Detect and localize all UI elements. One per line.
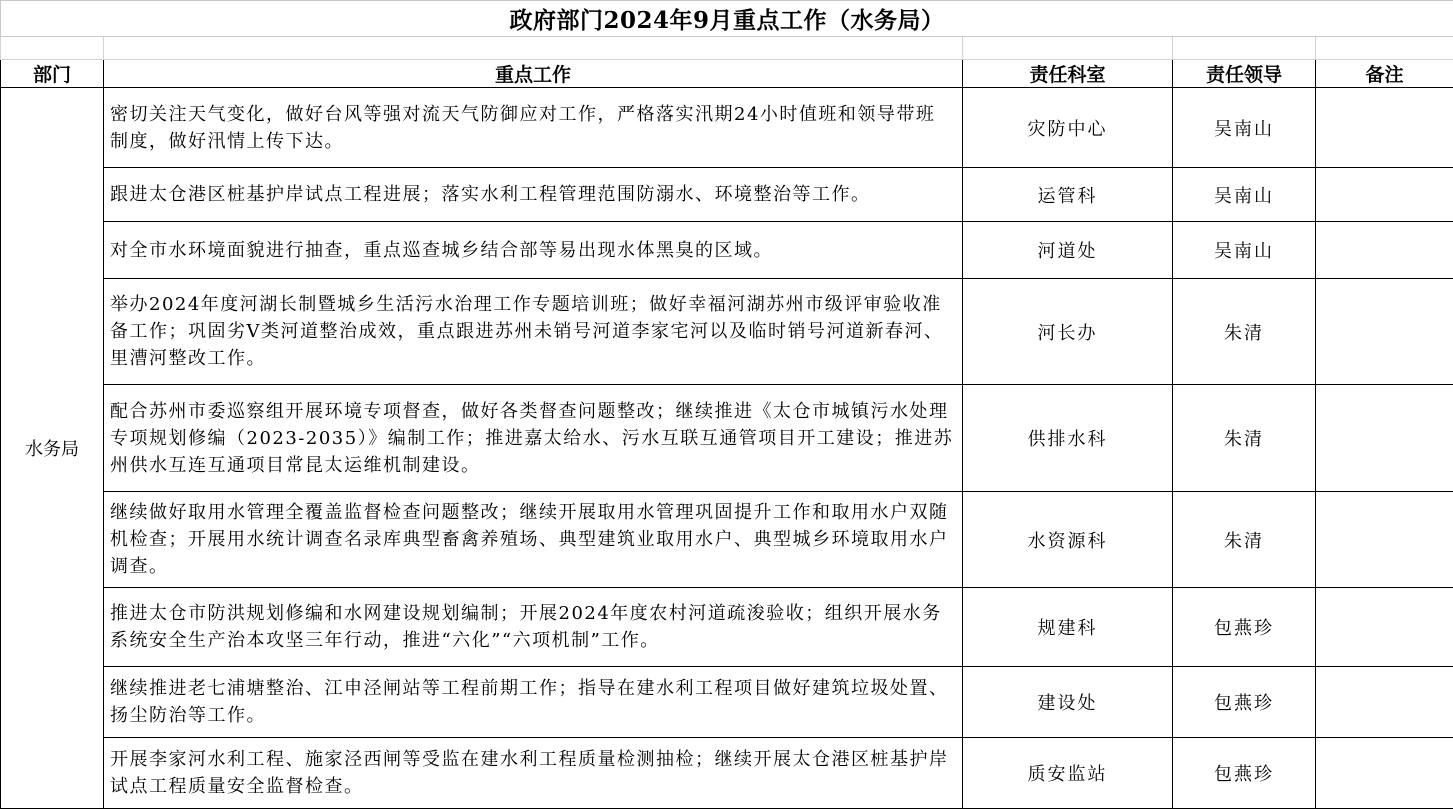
office-cell[interactable]: 建设处 — [963, 667, 1173, 738]
leader-cell[interactable]: 吴南山 — [1173, 168, 1316, 222]
remark-cell[interactable] — [1316, 667, 1453, 738]
office-cell[interactable]: 灾防中心 — [963, 88, 1173, 168]
blank-row — [1, 37, 1453, 60]
header-responsible-leader: 责任领导 — [1173, 60, 1316, 88]
leader-cell[interactable]: 朱清 — [1173, 492, 1316, 588]
work-cell[interactable]: 跟进太仓港区桩基护岸试点工程进展；落实水利工程管理范围防溺水、环境整治等工作。 — [104, 168, 963, 222]
remark-cell[interactable] — [1316, 279, 1453, 385]
remark-cell[interactable] — [1316, 492, 1453, 588]
header-row — [1, 60, 1453, 88]
leader-cell[interactable]: 朱清 — [1173, 279, 1316, 385]
work-cell[interactable]: 举办2024年度河湖长制暨城乡生活污水治理工作专题培训班；做好幸福河湖苏州市级评审验收准备工作；巩固劣V类河道整治成效，重点跟进苏州未销号河道李家宅河以及临时销号河道新春河、里漕河整改工作。 — [104, 279, 963, 385]
blank-cell[interactable] — [1173, 37, 1316, 60]
table-row — [1, 88, 1453, 168]
work-cell[interactable]: 配合苏州市委巡察组开展环境专项督查，做好各类督查问题整改；继续推进《太仓市城镇污水处理专项规划修编（2023-2035）》编制工作；推进嘉太给水、污水互联互通管项目开工建设；推进苏州供水互连互通项目常昆太运维机制建设。 — [104, 385, 963, 492]
office-cell[interactable]: 质安监站 — [963, 738, 1173, 809]
blank-cell[interactable] — [104, 37, 963, 60]
header-key-work: 重点工作 — [104, 60, 963, 88]
blank-cell[interactable] — [1, 37, 104, 60]
leader-cell[interactable]: 包燕珍 — [1173, 588, 1316, 667]
table-row — [1, 738, 1453, 809]
remark-cell[interactable] — [1316, 738, 1453, 809]
office-cell[interactable]: 规建科 — [963, 588, 1173, 667]
remark-cell[interactable] — [1316, 588, 1453, 667]
leader-cell[interactable]: 朱清 — [1173, 385, 1316, 492]
remark-cell[interactable] — [1316, 88, 1453, 168]
office-cell[interactable]: 供排水科 — [963, 385, 1173, 492]
office-cell[interactable]: 水资源科 — [963, 492, 1173, 588]
table-row — [1, 168, 1453, 222]
header-remarks: 备注 — [1316, 60, 1453, 88]
blank-cell[interactable] — [963, 37, 1173, 60]
office-cell[interactable]: 运管科 — [963, 168, 1173, 222]
work-cell[interactable]: 开展李家河水利工程、施家泾西闸等受监在建水利工程质量检测抽检；继续开展太仓港区桩基护岸试点工程质量安全监督检查。 — [104, 738, 963, 809]
page-title: 政府部门2024年9月重点工作（水务局） — [1, 1, 1453, 37]
remark-cell[interactable] — [1316, 385, 1453, 492]
table-row — [1, 222, 1453, 279]
table-row — [1, 588, 1453, 667]
work-cell[interactable]: 继续做好取用水管理全覆盖监督检查问题整改；继续开展取用水管理巩固提升工作和取用水户双随机检查；开展用水统计调查名录库典型畜禽养殖场、典型建筑业取用水户、典型城乡环境取用水户调查。 — [104, 492, 963, 588]
table-row — [1, 492, 1453, 588]
department-cell[interactable]: 水务局 — [1, 88, 104, 809]
leader-cell[interactable]: 包燕珍 — [1173, 738, 1316, 809]
blank-cell[interactable] — [1316, 37, 1453, 60]
remark-cell[interactable] — [1316, 222, 1453, 279]
leader-cell[interactable]: 吴南山 — [1173, 88, 1316, 168]
work-cell[interactable]: 继续推进老七浦塘整治、江申泾闸站等工程前期工作；指导在建水利工程项目做好建筑垃圾处置、扬尘防治等工作。 — [104, 667, 963, 738]
remark-cell[interactable] — [1316, 168, 1453, 222]
header-department: 部门 — [1, 60, 104, 88]
leader-cell[interactable]: 包燕珍 — [1173, 667, 1316, 738]
work-cell[interactable]: 密切关注天气变化，做好台风等强对流天气防御应对工作，严格落实汛期24小时值班和领导带班制度，做好汛情上传下达。 — [104, 88, 963, 168]
office-cell[interactable]: 河长办 — [963, 279, 1173, 385]
work-cell[interactable]: 对全市水环境面貌进行抽查，重点巡查城乡结合部等易出现水体黑臭的区域。 — [104, 222, 963, 279]
leader-cell[interactable]: 吴南山 — [1173, 222, 1316, 279]
work-cell[interactable]: 推进太仓市防洪规划修编和水网建设规划编制；开展2024年度农村河道疏浚验收；组织开展水务系统安全生产治本攻坚三年行动，推进“六化”“六项机制”工作。 — [104, 588, 963, 667]
table-row — [1, 667, 1453, 738]
header-responsible-office: 责任科室 — [963, 60, 1173, 88]
table-row — [1, 385, 1453, 492]
table-row — [1, 279, 1453, 385]
office-cell[interactable]: 河道处 — [963, 222, 1173, 279]
